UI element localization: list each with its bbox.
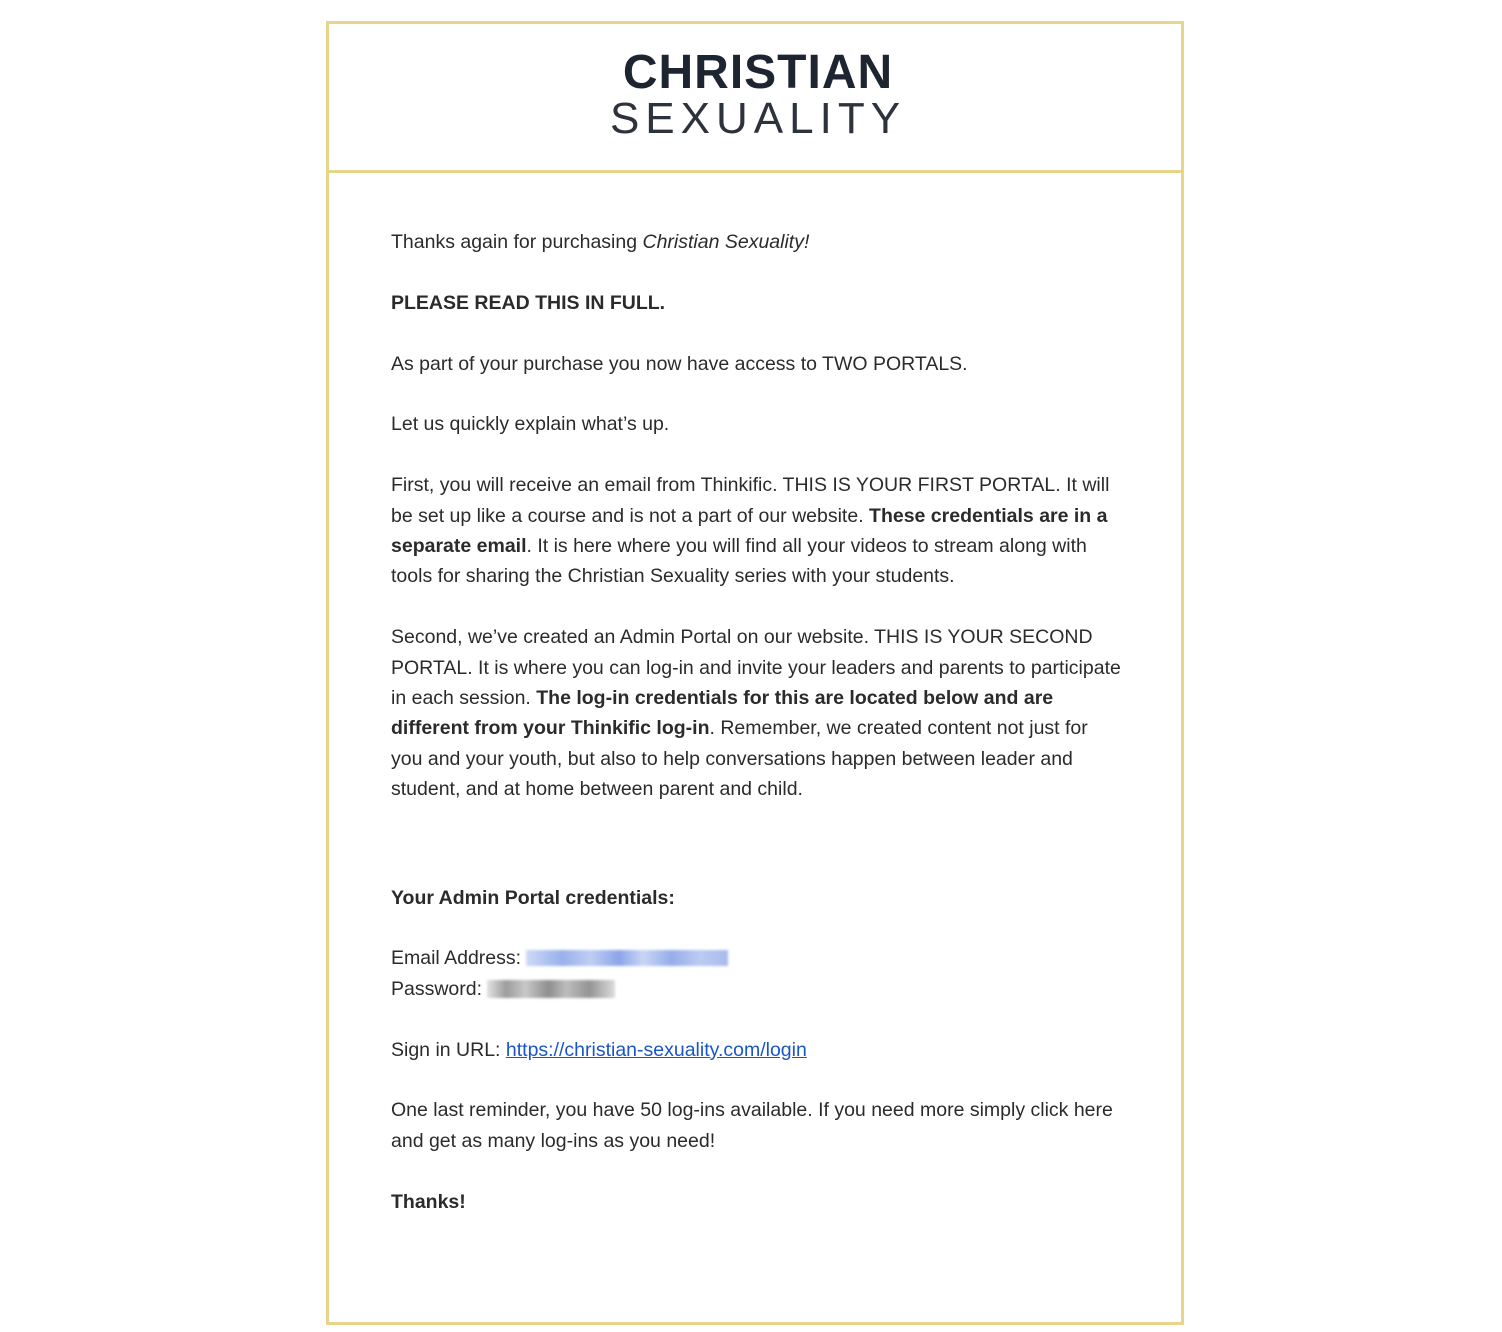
logo-line-2: SEXUALITY — [609, 94, 907, 143]
email-header — [329, 24, 1181, 173]
explain-paragraph: Let us quickly explain what’s up. — [391, 413, 670, 436]
second-portal-bold: The log-in credentials for this are located below and are different from your Thinkific log-in — [391, 687, 1054, 740]
credentials-heading: Your Admin Portal credentials: — [391, 886, 675, 909]
thanks-paragraph — [391, 227, 1121, 257]
credentials-block — [391, 943, 1121, 1004]
second-portal-text-a: Second, we’ve created an Admin Portal on our website. THIS IS YOUR SECOND PORTAL. It is where you can log-in and invite your leaders and parents to participate in each session. — [391, 626, 1121, 710]
email-address-label: Email Address: — [391, 947, 527, 970]
redacted-password — [487, 980, 615, 998]
second-portal-text-b: . Remember, we created content not just for you and your youth, but also to help conversations happen between leader and student, and at home between parent and child. — [391, 717, 1088, 801]
signin-paragraph — [391, 1035, 1121, 1065]
password-label: Password: — [391, 977, 488, 1000]
read-in-full-notice: PLEASE READ THIS IN FULL. — [391, 291, 666, 314]
first-portal-bold: These credentials are in a separate email — [391, 504, 1108, 557]
first-portal-text-a: First, you will receive an email from Thinkific. THIS IS YOUR FIRST PORTAL. It will be set up like a course and is not a part of our website. — [391, 474, 1110, 527]
reminder-paragraph: One last reminder, you have 50 log-ins available. If you need more simply click here and get as many log-ins as you need! — [391, 1099, 1113, 1152]
second-portal-paragraph — [391, 622, 1121, 804]
redacted-email-link[interactable] — [526, 950, 728, 966]
access-paragraph: As part of your purchase you now have access to TWO PORTALS. — [391, 352, 968, 375]
email-body — [391, 227, 1121, 1247]
logo-line-1: CHRISTIAN — [622, 46, 894, 99]
thanks-text: Thanks again for purchasing — [391, 231, 643, 253]
signin-label: Sign in URL: — [391, 1038, 506, 1061]
first-portal-paragraph — [391, 470, 1121, 592]
thanks-signoff: Thanks! — [391, 1190, 466, 1213]
product-name: Christian Sexuality! — [642, 231, 810, 253]
signin-url-link[interactable]: https://christian-sexuality.com/login — [505, 1038, 807, 1061]
password-row — [391, 978, 615, 1000]
email-card — [326, 21, 1184, 1325]
email-address-row — [391, 947, 728, 969]
first-portal-text-b: . It is here where you will find all your videos to stream along with tools for sharing the Christian Sexuality series with your students. — [391, 535, 1087, 588]
christian-sexuality-logo — [608, 48, 908, 142]
